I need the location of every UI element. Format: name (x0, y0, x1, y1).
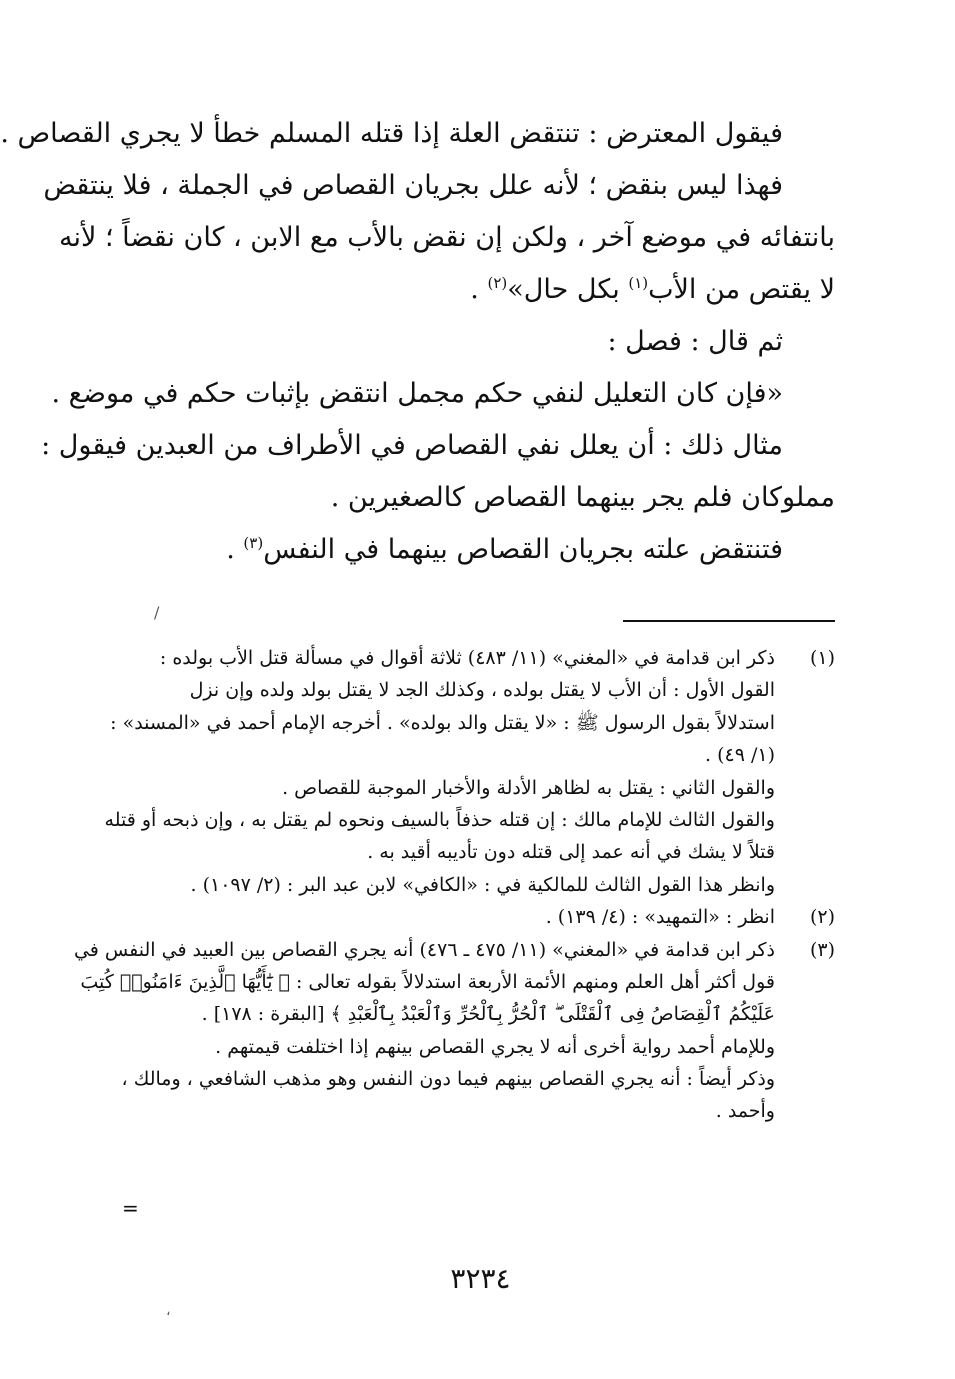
quotation-line: «فإن كان التعليل لنفي حكم مجمل انتقض بإثبات حكم في موضع . (51, 378, 783, 409)
footnote-number: (٣) (809, 938, 835, 961)
footnote-text: انظر : «التمهيد» : (٤/ ١٣٩) . (545, 906, 775, 929)
main-text-line: فيقول المعترض : تنتقض العلة إذا قتله المسلم خطأ لا يجري القصاص . (0, 118, 783, 149)
footnote-line: والقول الثالث للإمام مالك : إن قتله حذفاً بالسيف ونحوه لم يقتل به ، وإن ذبحه أو قتله (104, 808, 775, 831)
footnote-line: قتلاً لا يشك في أنه عمد إلى قتله دون تأديبه أقيد به . (367, 841, 775, 864)
main-text-fragment: بكل حال» (507, 274, 629, 305)
main-text-fragment: فتنتقض علته بجريان القصاص بينهما في النفس (263, 534, 783, 565)
footnote-line: وأحمد . (715, 1100, 775, 1123)
main-text-fragment: لا يقتص من الأب (648, 274, 835, 305)
footnote-reference-1[interactable]: (١) (628, 274, 649, 292)
footnote-reference-2[interactable]: (٢) (487, 274, 508, 292)
footnote-line: قول أكثر أهل العلم ومنهم الأئمة الأربعة استدلالاً بقوله تعالى : ﴿ يَٰٓأَيُّهَا ٱلَّذِينَ ءَامَنُوا۟ كُتِبَ (80, 970, 775, 993)
footnote-separator-rule (623, 620, 835, 622)
footnote-line: وللإمام أحمد رواية أخرى أنه لا يجري القصاص بينهم إذا اختلفت قيمتهم . (215, 1035, 775, 1058)
footnote-text: ذكر ابن قدامة في «المغني» (١١/ ٤٨٣) ثلاثة أقوال في مسألة قتل الأب بولده : (159, 647, 775, 669)
footnote-reference-3[interactable]: (٣) (243, 534, 264, 552)
main-text-line (123, 524, 835, 576)
main-text-fragment: . (470, 274, 488, 305)
footnote-2 (123, 901, 835, 933)
scan-artifact-mark: / (154, 603, 160, 622)
main-text-body (0, 108, 835, 576)
page-number: ٣٢٣٤ (450, 1262, 511, 1295)
main-text-line: مملوكان فلم يجر بينهما القصاص كالصغيرين . (330, 482, 835, 513)
section-heading-line: ثم قال : فصل : (607, 326, 783, 357)
footnote-number: (٢) (809, 906, 835, 929)
scan-artifact-dot: ، (166, 1303, 171, 1319)
footnote-1 (123, 642, 835, 674)
continuation-mark: = (122, 1196, 139, 1220)
main-text-line (123, 264, 835, 316)
footnote-line: والقول الثاني : يقتل به لظاهر الأدلة والأخبار الموجبة للقصاص . (282, 776, 775, 799)
footnote-line: (١/ ٤٩) . (704, 744, 775, 767)
quran-verse-line: عَلَيْكُمُ ٱلْقِصَاصُ فِى ٱلْقَتْلَى ۖ ٱلْحُرُّ بِٱلْحُرِّ وَٱلْعَبْدُ بِٱلْعَبْدِ ﴾ [البقرة : ١٧٨] . (201, 1003, 775, 1026)
footnote-text: ذكر ابن قدامة في «المغني» (١١/ ٤٧٥ ـ ٤٧٦) أنه يجري القصاص بين العبيد في النفس في (73, 938, 775, 961)
footnote-number: (١) (809, 647, 835, 669)
footnote-line: وانظر هذا القول الثالث للمالكية في : «الكافي» لابن عبد البر : (٢/ ١٠٩٧) . (190, 873, 775, 896)
footnotes-section (73, 642, 835, 1128)
footnote-line: القول الأول : أن الأب لا يقتل بولده ، وكذلك الجد لا يقتل بولد ولده وإن نزل (189, 679, 775, 702)
main-text-fragment: . (226, 534, 244, 565)
footnote-line: وذكر أيضاً : أنه يجري القصاص بينهم فيما دون النفس وهو مذهب الشافعي ، ومالك ، (121, 1068, 775, 1091)
main-text-line: فهذا ليس بنقض ؛ لأنه علل بجريان القصاص في الجملة ، فلا ينتقض (43, 170, 783, 201)
main-text-line: بانتفائه في موضع آخر ، ولكن إن نقض بالأب مع الابن ، كان نقضاً ؛ لأنه (58, 222, 835, 253)
footnote-line: استدلالاً بقول الرسول ﷺ : «لا يقتل والد بولده» . أخرجه الإمام أحمد في «المسند» : (110, 711, 775, 734)
footnote-3 (73, 934, 835, 966)
main-text-line: مثال ذلك : أن يعلل نفي القصاص في الأطراف من العبدين فيقول : (41, 430, 783, 461)
